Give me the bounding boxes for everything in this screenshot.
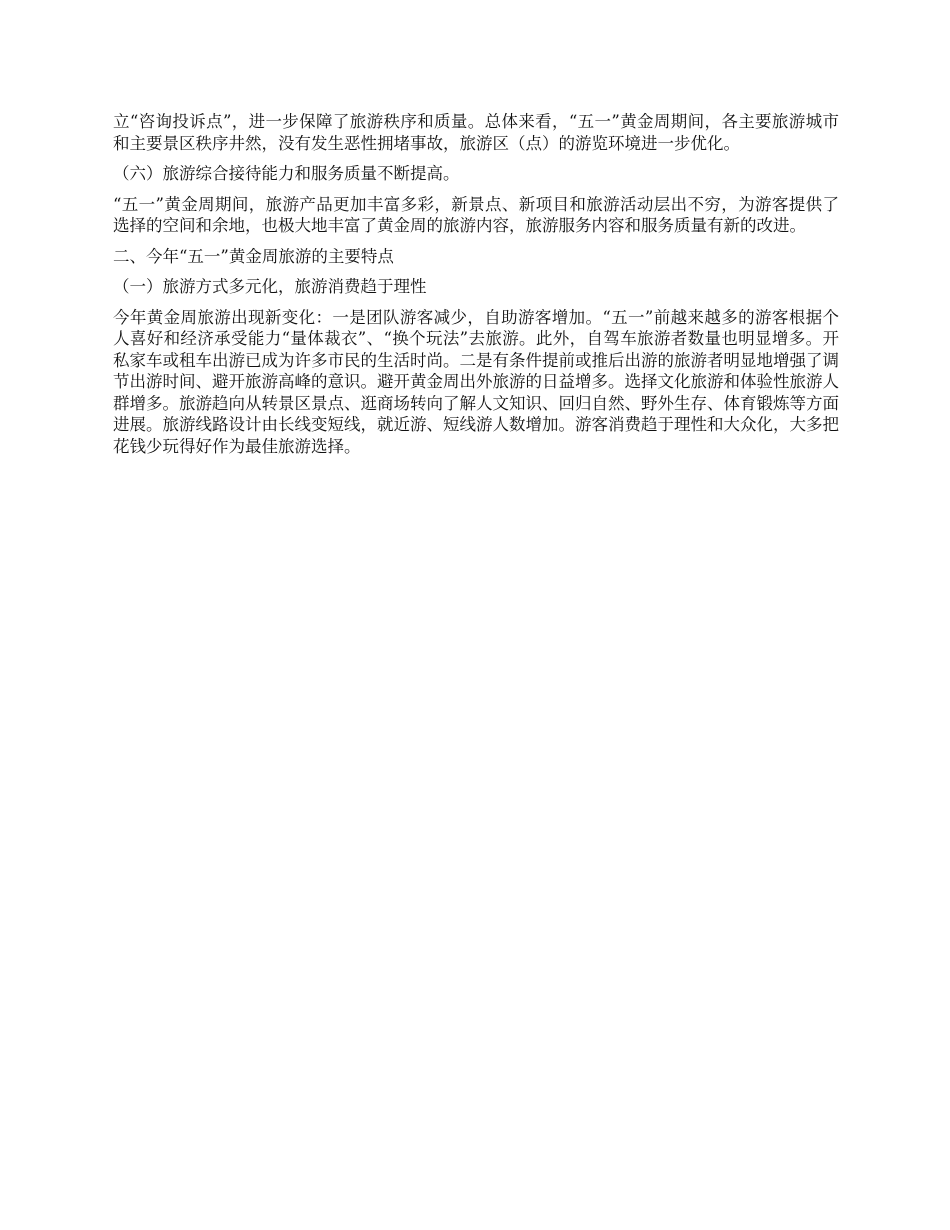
section-heading-two: 二、今年“五一”黄金周旅游的主要特点 — [113, 246, 394, 266]
paragraph-travel-changes: 今年黄金周旅游出现新变化：一是团队游客减少，自助游客增加。“五一”前越来越多的游客根据个人喜好和经济承受能力“量体裁衣”、“换个玩法”去旅游。此外，自驾车旅游者数量也明显增多。开私家车或租车出游已成为许多市民的生活时尚。二是有条件提前或推后出游的旅游者明显地增强了调节出游时间、避开旅游高峰的意识。避开黄金周出外旅游的日益增多。选择文化旅游和体验性旅游人群增多。旅游趋向从转景区景点、逛商场转向了解人文知识、回归自然、野外生存、体育锻炼等方面进展。旅游线路设计由长线变短线，就近游、短线游人数增加。游客消费趋于理性和大众化，大多把花钱少玩得好作为最佳旅游选择。 — [113, 307, 839, 456]
subheading-one: （一）旅游方式多元化，旅游消费趋于理性 — [113, 277, 427, 296]
subheading-six: （六）旅游综合接待能力和服务质量不断提高。 — [113, 164, 460, 183]
document-body — [113, 111, 839, 466]
paragraph-continuation: 立“咨询投诉点”，进一步保障了旅游秩序和质量。总体来看，“五一”黄金周期间，各主要旅游城市和主要景区秩序井然，没有发生恶性拥堵事故，旅游区（点）的游览环境进一步优化。 — [113, 112, 839, 153]
paragraph-service-quality: “五一”黄金周期间，旅游产品更加丰富多彩，新景点、新项目和旅游活动层出不穷，为游客提供了选择的空间和余地，也极大地丰富了黄金周的旅游内容，旅游服务内容和服务质量有新的改进。 — [113, 194, 839, 235]
